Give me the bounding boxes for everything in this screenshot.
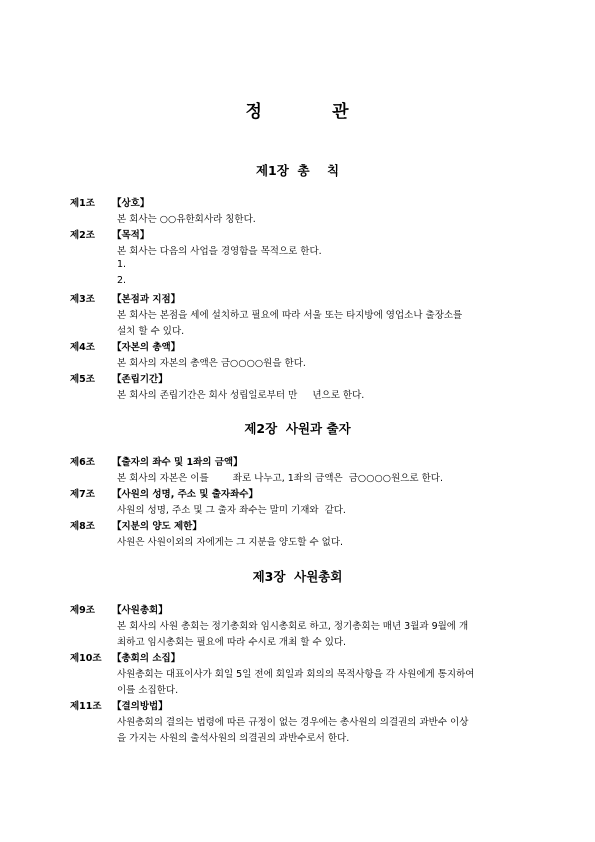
article-number: 제5조 xyxy=(70,374,95,385)
article-11-line-2: 을 가지는 사원의 출석사원의 의결권의 과반수로서 한다. xyxy=(117,733,350,744)
article-4-line-1: 본 회사의 자본의 총액은 금○○○○원을 한다. xyxy=(117,358,306,369)
article-7-line-1: 사원의 성명, 주소 및 그 출자 좌수는 말미 기재와 같다. xyxy=(117,505,346,516)
article-5-heading xyxy=(70,371,168,385)
article-3-line-2: 설치 할 수 있다. xyxy=(117,326,185,337)
article-title: 【지분의 양도 제한】 xyxy=(112,521,202,532)
article-title: 【결의방법】 xyxy=(112,701,168,712)
article-10-heading xyxy=(70,650,180,664)
article-9-line-1: 본 회사의 사원 총회는 정기총회와 임시총회로 하고, 정기총회는 매년 3월과 9월에 개 xyxy=(117,621,469,632)
article-10-line-2: 이를 소집한다. xyxy=(117,685,179,696)
article-5-line-1: 본 회사의 존립기간은 회사 성립일로부터 만 년으로 한다. xyxy=(117,390,365,401)
article-8-line-1: 사원은 사원이외의 자에게는 그 지분을 양도할 수 없다. xyxy=(117,537,344,548)
article-2-heading xyxy=(70,227,149,241)
article-6-heading xyxy=(70,454,243,468)
article-3-heading xyxy=(70,291,180,305)
article-11-line-1: 사원총회의 결의는 법령에 따른 규정이 없는 경우에는 총사원의 의결권의 과반수 이상 xyxy=(117,717,469,728)
article-title: 【출자의 좌수 및 1좌의 금액】 xyxy=(112,457,243,468)
article-number: 제6조 xyxy=(70,457,95,468)
article-number: 제11조 xyxy=(70,701,102,712)
article-title: 【자본의 총액】 xyxy=(112,342,181,353)
article-title: 【상호】 xyxy=(112,198,150,209)
article-2-line-2: 1. xyxy=(117,259,127,270)
article-number: 제1조 xyxy=(70,198,95,209)
article-title: 【사원총회】 xyxy=(112,605,168,616)
article-1-heading xyxy=(70,195,149,209)
article-2-line-1: 본 회사는 다음의 사업을 경영함을 목적으로 한다. xyxy=(117,246,322,257)
article-title: 【목적】 xyxy=(112,230,150,241)
article-number: 제9조 xyxy=(70,605,95,616)
chapter-2-heading: 제2장 사원과 출자 xyxy=(244,421,351,436)
article-number: 제2조 xyxy=(70,230,95,241)
article-9-line-2: 최하고 임시총회는 필요에 따라 수시로 개최 할 수 있다. xyxy=(117,637,347,648)
article-7-heading xyxy=(70,486,258,500)
article-number: 제8조 xyxy=(70,521,95,532)
article-2-line-3: 2. xyxy=(117,275,127,286)
article-8-heading xyxy=(70,518,202,532)
article-number: 제4조 xyxy=(70,342,95,353)
article-3-line-1: 본 회사는 본점을 세에 설치하고 필요에 따라 서울 또는 타지방에 영업소나 출장소를 xyxy=(117,310,463,321)
article-9-heading xyxy=(70,602,168,616)
article-title: 【사원의 성명, 주소 및 출자좌수】 xyxy=(112,489,258,500)
article-6-line-1: 본 회사의 자본은 이를 좌로 나누고, 1좌의 금액은 금○○○○원으로 한다. xyxy=(117,473,444,484)
article-10-line-1: 사원총회는 대표이사가 회일 5일 전에 회일과 회의의 목적사항을 각 사원에게 통지하여 xyxy=(117,669,475,680)
chapter-3-heading: 제3장 사원총회 xyxy=(252,569,343,584)
article-4-heading xyxy=(70,339,180,353)
article-title: 【총회의 소집】 xyxy=(112,653,181,664)
article-number: 제7조 xyxy=(70,489,95,500)
article-number: 제10조 xyxy=(70,653,102,664)
article-11-heading xyxy=(70,698,168,712)
article-title: 【존립기간】 xyxy=(112,374,168,385)
article-1-line-1: 본 회사는 ○○유한회사라 칭한다. xyxy=(117,214,256,225)
chapter-1-heading: 제1장 총 칙 xyxy=(255,163,340,178)
document-title: 정 관 xyxy=(245,102,350,122)
article-number: 제3조 xyxy=(70,294,95,305)
article-title: 【본점과 지점】 xyxy=(112,294,181,305)
